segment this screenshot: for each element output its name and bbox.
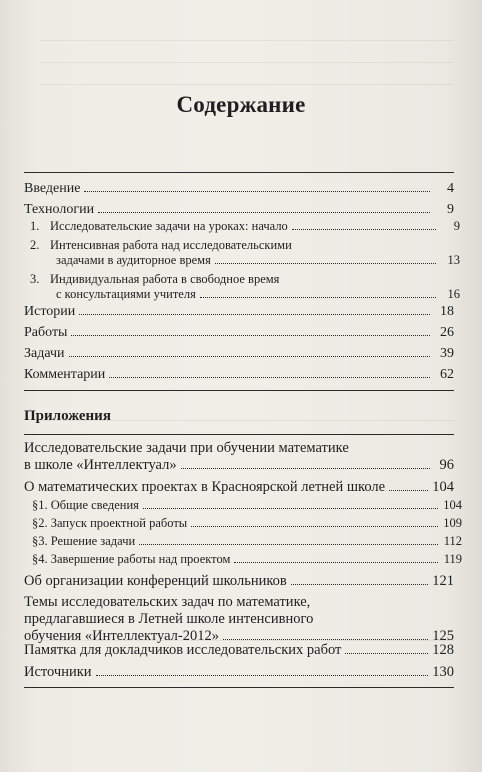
toc-label: Решение задачи (50, 534, 136, 548)
toc-page: 16 (447, 287, 460, 301)
toc-label: Источники (24, 664, 92, 680)
toc-label: Интенсивная работа над исследовательскими (50, 238, 292, 252)
toc-page: 128 (432, 642, 454, 658)
bleed-through-line (40, 40, 454, 41)
toc-leader (181, 467, 430, 469)
toc-label: Запуск проектной работы (50, 516, 188, 530)
toc-label: Истории (24, 304, 76, 319)
toc-page: 9 (447, 202, 454, 217)
toc-label-cont: с консультациями учителя (56, 287, 196, 301)
toc-label: Индивидуальная работа в свободное время (50, 272, 280, 286)
toc-entry-works (24, 324, 454, 341)
toc-leader (79, 313, 430, 315)
toc-appendix-entry-5 (24, 642, 454, 659)
toc-leader (200, 296, 436, 298)
toc-page: 125 (432, 628, 454, 644)
toc-sub-number: 3. (30, 272, 40, 286)
toc-entry-stories (24, 303, 454, 320)
toc-subentry-3 (24, 272, 460, 302)
toc-label: Темы исследовательских задач по математике, (24, 594, 311, 610)
toc-page: 13 (447, 253, 460, 267)
toc-leader (109, 376, 430, 378)
toc-sub-number: 2. (30, 238, 40, 252)
appendix-rule (24, 434, 454, 435)
toc-label-cont: в школе «Интеллектуал» (24, 457, 177, 473)
toc-label: Завершение работы над проектом (50, 552, 231, 566)
toc-page: 130 (432, 664, 454, 680)
toc-leader (234, 561, 438, 563)
toc-label: О математических проектах в Красноярской летней школе (24, 479, 386, 495)
toc-leader (223, 638, 428, 640)
toc-appendix-entry-2 (24, 479, 454, 496)
toc-page: 104 (443, 498, 462, 512)
toc-label: Исследовательские задачи на уроках: начало (50, 219, 288, 233)
toc-leader (345, 652, 428, 654)
bleed-through-line (40, 62, 454, 63)
toc-leader (96, 674, 429, 676)
toc-label: Работы (24, 325, 68, 340)
toc-sub-number: §4. (32, 552, 48, 566)
toc-leader (291, 583, 429, 585)
toc-appendix-entry-3 (24, 573, 454, 590)
toc-leader (191, 525, 438, 527)
toc-page: 104 (432, 479, 454, 495)
toc-label: Исследовательские задачи при обучении математике (24, 440, 349, 456)
toc-appendix-section-1 (24, 498, 462, 513)
toc-leader (71, 334, 430, 336)
appendix-heading: Приложения (24, 408, 111, 424)
toc-entry-intro (24, 180, 454, 197)
toc-page: 18 (440, 304, 454, 319)
toc-label-cont: обучения «Интеллектуал-2012» (24, 628, 219, 644)
toc-page: 119 (443, 552, 462, 566)
toc-leader (292, 228, 436, 230)
toc-leader (98, 211, 430, 213)
toc-sub-number: §2. (32, 516, 48, 530)
toc-sub-number: §3. (32, 534, 48, 548)
toc-leader (84, 190, 430, 192)
toc-label-cont: задачами в аудиторное время (56, 253, 211, 267)
bleed-through-line (40, 84, 454, 85)
toc-label: Памятка для докладчиков исследовательских работ (24, 642, 342, 658)
toc-entry-technologies (24, 201, 454, 218)
toc-label: Задачи (24, 346, 65, 361)
toc-subentry-1 (24, 219, 460, 234)
bottom-rule (24, 687, 454, 688)
toc-entry-problems (24, 345, 454, 362)
toc-page: 39 (440, 346, 454, 361)
toc-leader (143, 507, 438, 509)
toc-appendix-section-2 (24, 516, 462, 531)
toc-leader (69, 355, 430, 357)
toc-leader (139, 543, 438, 545)
toc-subentry-2 (24, 238, 460, 268)
toc-page: 9 (453, 219, 460, 233)
toc-label: Введение (24, 181, 81, 196)
page-title: Содержание (176, 92, 306, 117)
toc-page: 109 (443, 516, 462, 530)
toc-label: Общие сведения (50, 498, 139, 512)
toc-page: 26 (440, 325, 454, 340)
toc-page: 62 (440, 367, 454, 382)
toc-appendix-entry-sources (24, 664, 454, 681)
toc-appendix-section-3 (24, 534, 462, 549)
toc-entry-comments (24, 366, 454, 383)
top-rule (24, 172, 454, 173)
toc-appendix-entry-1 (24, 440, 454, 474)
toc-label: Комментарии (24, 367, 106, 382)
toc-page: 96 (439, 457, 454, 473)
toc-page: 4 (447, 181, 454, 196)
toc-label-cont: предлагавшиеся в Летней школе интенсивного (24, 611, 314, 627)
toc-sub-number: §1. (32, 498, 48, 512)
toc-leader (215, 262, 436, 264)
toc-page: 112 (443, 534, 462, 548)
toc-sub-number: 1. (30, 219, 40, 233)
toc-appendix-section-4 (24, 552, 462, 567)
toc-page: 121 (432, 573, 454, 589)
toc-appendix-entry-4 (24, 594, 454, 645)
toc-leader (389, 489, 428, 491)
toc-label: Об организации конференций школьников (24, 573, 287, 589)
toc-label: Технологии (24, 202, 95, 217)
section-rule (24, 390, 454, 391)
